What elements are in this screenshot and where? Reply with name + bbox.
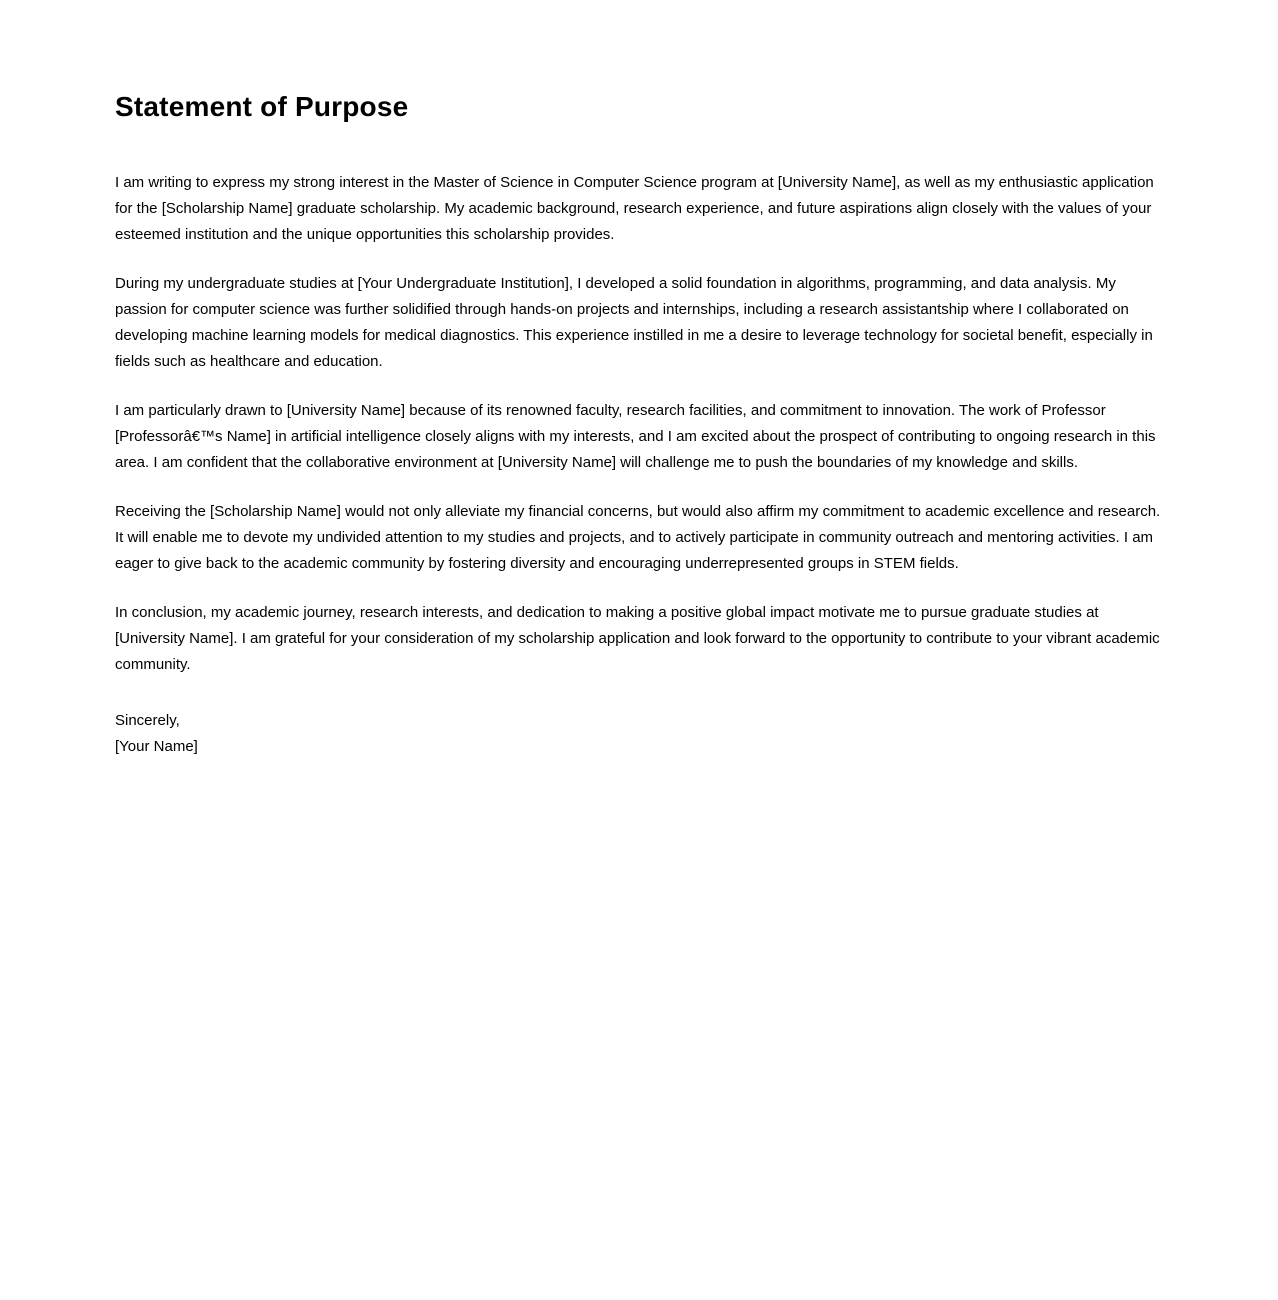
paragraph-scholarship-impact: Receiving the [Scholarship Name] would not only alleviate my financial concerns, but would also affirm my commitment to academic excellence and research. It will enable me to devote my undivided attention to my studies and projects, and to actively participate in community outreach and mentoring activities. I am eager to give back to the academic community by fostering diversity and encouraging underrepresented groups in STEM fields. (115, 502, 1161, 572)
closing-salutation: Sincerely, (115, 711, 180, 729)
paragraph-introduction: I am writing to express my strong interest in the Master of Science in Computer Science program at [University Name], as well as my enthusiastic application for the [Scholarship Name] graduate scholarship. My academic background, research experience, and future aspirations align closely with the values of your esteemed institution and the unique opportunities this scholarship provides. (115, 173, 1154, 243)
paragraph-conclusion: In conclusion, my academic journey, research interests, and dedication to making a positive global impact motivate me to pursue graduate studies at [University Name]. I am grateful for your consideration of my scholarship application and look forward to the opportunity to contribute to your vibrant academic community. (115, 603, 1160, 673)
closing-signature: [Your Name] (115, 737, 198, 755)
paragraph-university-fit: I am particularly drawn to [University Name] because of its renowned faculty, research facilities, and commitment to innovation. The work of Professor [Professorâ€™s Name] in artificial intelligence closely aligns with my interests, and I am excited about the prospect of contributing to ongoing research in this area. I am confident that the collaborative environment at [University Name] will challenge me to push the boundaries of my knowledge and skills. (115, 401, 1156, 471)
closing-block (115, 708, 1164, 760)
paragraph-undergraduate-background: During my undergraduate studies at [Your Undergraduate Institution], I developed a solid foundation in algorithms, programming, and data analysis. My passion for computer science was further solidified through hands-on projects and internships, including a research assistantship where I collaborated on developing machine learning models for medical diagnostics. This experience instilled in me a desire to leverage technology for societal benefit, especially in fields such as healthcare and education. (115, 274, 1153, 370)
document-title: Statement of Purpose (115, 91, 409, 122)
